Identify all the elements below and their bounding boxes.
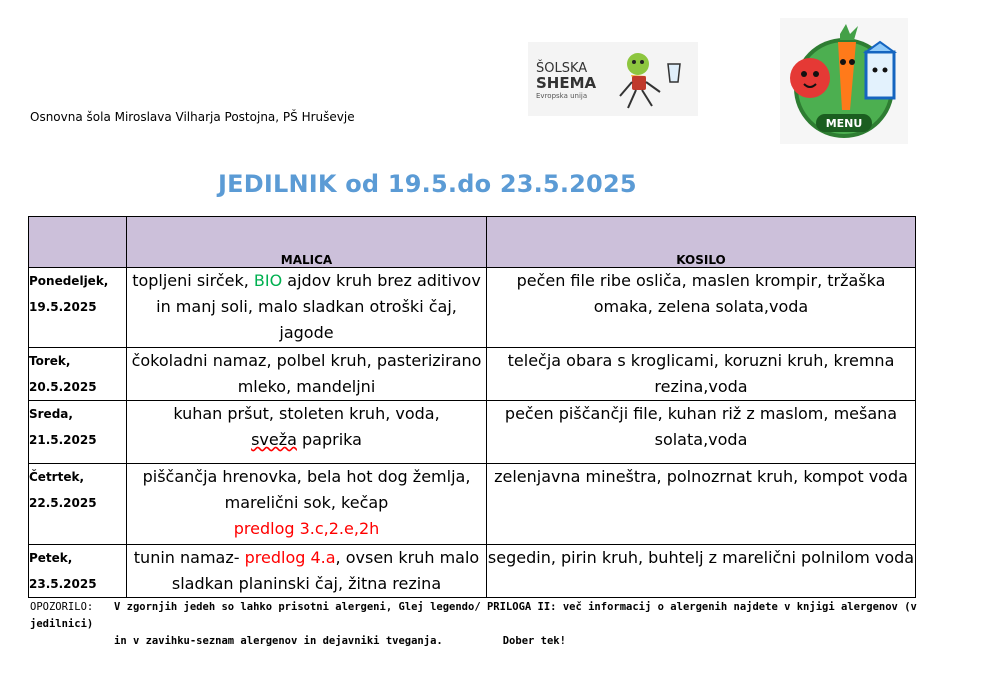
shema-line3: Evropska unija xyxy=(536,92,588,100)
day-cell xyxy=(29,545,127,598)
table-row xyxy=(29,348,916,401)
proposal-label: predlog 3.c,2.e,2h xyxy=(233,519,380,538)
header-malica: MALICA xyxy=(127,217,487,268)
malica-text: topljeni sirček, xyxy=(132,271,254,290)
table-row xyxy=(29,545,916,598)
day-date: 19.5.2025 xyxy=(29,300,97,314)
proposal-label: predlog 4.a xyxy=(244,548,336,567)
day-cell xyxy=(29,268,127,348)
shema-line2: SHEMA xyxy=(536,74,597,92)
bio-label: BIO xyxy=(253,271,283,290)
table-row xyxy=(29,464,916,545)
table-row xyxy=(29,268,916,348)
solska-shema-logo xyxy=(528,42,698,116)
day-name: Ponedeljek, xyxy=(29,274,109,288)
malica-text-rest: ajdov kruh brez aditivov in manj soli, malo sladkan otroški čaj, jagode xyxy=(156,271,481,342)
day-cell xyxy=(29,401,127,464)
day-date: 22.5.2025 xyxy=(29,496,97,510)
malica-cell xyxy=(127,464,487,545)
day-name: Torek, xyxy=(29,354,71,368)
malica-cell xyxy=(127,401,487,464)
day-name: Petek, xyxy=(29,551,73,565)
day-name: Četrtek, xyxy=(29,470,85,484)
malica-text-rest: , ovsen kruh malo sladkan planinski čaj, žitna rezina xyxy=(171,548,480,593)
malica-cell xyxy=(127,268,487,348)
note-line1: V zgornjih jedeh so lahko prisotni alergeni, Glej legendo/ PRILOGA II: več informacij o alergenih najdete v knjigi alergenov (v jedilnici) xyxy=(30,601,917,630)
malica-text: kuhan pršut, stoleten kruh, voda, xyxy=(173,404,440,423)
day-name: Sreda, xyxy=(29,407,73,421)
kosilo-cell: segedin, pirin kruh, buhtelj z marelični polnilom voda xyxy=(487,545,916,598)
page-title: JEDILNIK od 19.5.do 23.5.2025 xyxy=(218,170,637,198)
malica-text: piščančja hrenovka, bela hot dog žemlja, marelični sok, kečap xyxy=(142,467,471,512)
kosilo-cell: zelenjavna mineštra, polnozrnat kruh, kompot voda xyxy=(487,464,916,545)
malica-text-rest: paprika xyxy=(296,430,362,449)
kosilo-cell: telečja obara s kroglicami, koruzni kruh, kremna rezina,voda xyxy=(487,348,916,401)
day-date: 20.5.2025 xyxy=(29,380,97,394)
note-label: OPOZORILO: xyxy=(30,601,94,613)
table-header-row xyxy=(29,217,916,268)
header-kosilo: KOSILO xyxy=(487,217,916,268)
day-date: 21.5.2025 xyxy=(29,433,97,447)
menu-badge-text: MENU xyxy=(825,117,863,130)
school-name: Osnovna šola Miroslava Vilharja Postojna, PŠ Hruševje xyxy=(30,110,355,124)
note-closing: Dober tek! xyxy=(502,635,566,647)
spellcheck-word: sveža xyxy=(251,430,297,449)
day-cell xyxy=(29,464,127,545)
kosilo-cell: pečen file ribe osliča, maslen krompir, tržaška omaka, zelena solata,voda xyxy=(487,268,916,348)
malica-text: tunin namaz- xyxy=(133,548,245,567)
menu-badge-logo xyxy=(780,18,908,144)
malica-cell: čokoladni namaz, polbel kruh, pasterizirano mleko, mandeljni xyxy=(127,348,487,401)
kosilo-cell: pečen piščančji file, kuhan riž z maslom, mešana solata,voda xyxy=(487,401,916,464)
note-line2: in v zavihku-seznam alergenov in dejavniki tveganja. xyxy=(114,635,443,647)
allergen-note xyxy=(30,599,960,650)
day-cell xyxy=(29,348,127,401)
menu-table xyxy=(28,216,916,598)
day-date: 23.5.2025 xyxy=(29,577,97,591)
table-row xyxy=(29,401,916,464)
malica-cell xyxy=(127,545,487,598)
shema-line1: ŠOLSKA xyxy=(536,61,588,76)
corner-cell xyxy=(29,217,127,268)
